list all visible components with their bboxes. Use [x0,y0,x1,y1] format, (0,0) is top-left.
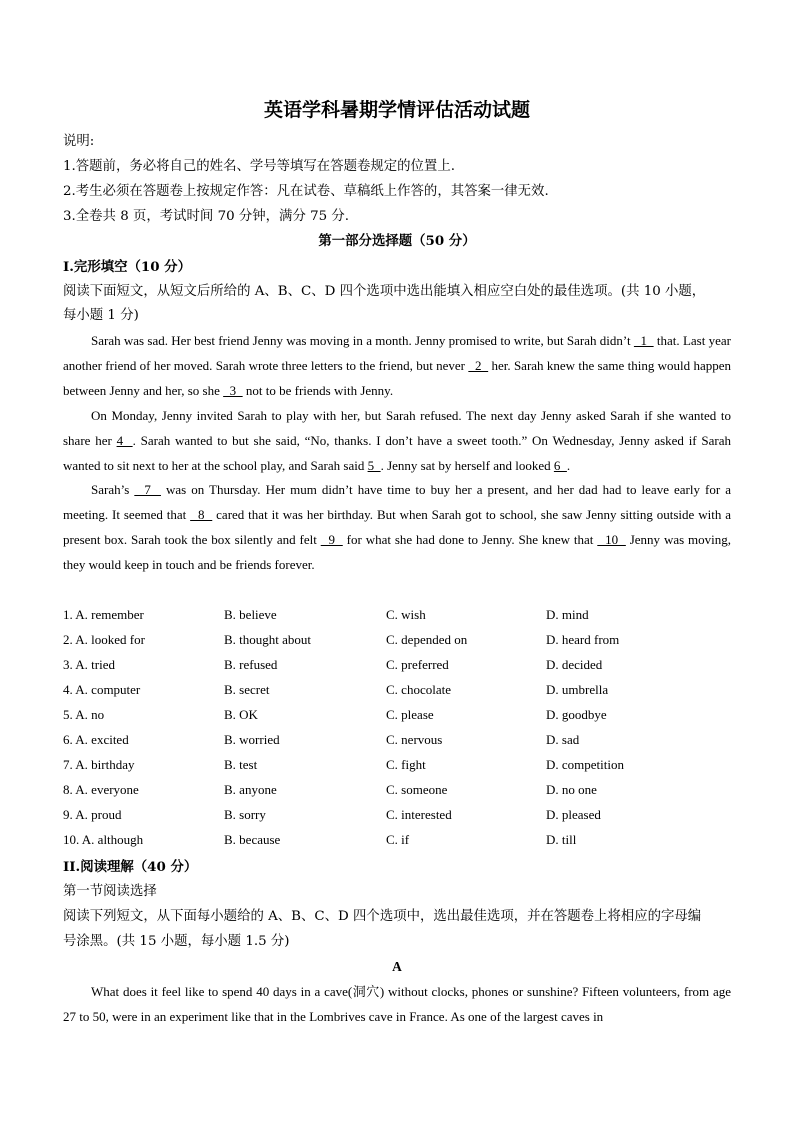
cloze-paragraph-3: Sarah’s 7 was on Thursday. Her mum didn’t have time to buy her a present, and her dad had to leave early for a meeting. It seemed that 8 cared that it was her birthday. But when Sarah got to school, she saw Jenny sitting outside with a present box. Sarah took the box silently and felt 9 for what she had done to Jenny. She knew that 10 Jenny was moving, they would keep in touch and be friends forever. [63,482,732,573]
passage-label: A [392,959,402,974]
passage-a [63,980,731,1030]
option-d: D. sad [546,732,580,747]
option-d: D. heard from [546,632,620,647]
option-c: C. wish [386,607,426,622]
section1-heading: I.完形填空（10 分） [63,259,191,275]
blank-5: 5 [367,457,381,473]
option-row-8 [63,779,743,804]
option-row-3 [63,654,743,679]
option-b: B. test [224,757,258,772]
option-b: B. thought about [224,632,312,647]
option-row-4 [63,679,743,704]
blank-1: 1 [633,333,654,348]
blank-3: 3 [223,382,243,398]
exam-title: 英语学科暑期学情评估活动试题 [263,99,530,121]
option-b: B. anyone [224,782,277,797]
note-2: 2.考生必须在答题卷上按规定作答：凡在试卷、草稿纸上作答的，其答案一律无效. [63,184,549,199]
section1-instructions-line2: 每小题 1 分) [63,308,139,323]
cloze-passage [63,329,731,578]
option-c: C. preferred [386,657,449,672]
option-d: D. decided [546,657,603,672]
cloze-options [63,604,743,854]
blank-4: 4 [116,432,133,448]
option-a: 6. A. excited [63,732,129,747]
blank-7: 7 [134,482,161,498]
option-a: 5. A. no [63,707,105,722]
blank-10: 10 [597,532,626,548]
option-row-6 [63,729,743,754]
option-c: C. fight [386,757,426,772]
option-c: C. nervous [386,732,443,747]
option-a: 10. A. although [63,832,144,847]
part1-heading: 第一部分选择题（50 分） [318,233,476,249]
blank-2: 2 [468,357,489,373]
cloze-paragraph-2: On Monday, Jenny invited Sarah to play with her, but Sarah refused. The next day Jenny asked Sarah if she wanted to share her 4 . Sarah wanted to but she said, “No, thanks. I don’t have a sweet tooth.” On Wednesday, Jenny asked if Sarah wanted to sit next to her at the school play, and Sarah said 5 . Jenny sat by herself and looked 6 . [63,407,732,473]
option-a: 3. A. tried [63,657,115,672]
notes-label: 说明: [63,134,95,149]
passage-a-text: What does it feel like to spend 40 days in a cave(洞穴) without clocks, phones or sunshine? Fifteen volunteers, from age 27 to 50, were in an experiment like that in the Lombrives cave in France. As one of the largest caves in [63,984,731,1024]
section2-instructions-line2: 号涂黑。(共 15 小题，每小题 1.5 分) [63,934,290,949]
option-b: B. because [224,832,281,847]
option-d: D. no one [546,782,597,797]
option-row-9 [63,804,743,829]
option-row-1 [63,604,743,629]
option-b: B. sorry [224,807,266,822]
blank-6: 6 [553,457,567,473]
blank-9: 9 [320,532,343,548]
option-b: B. OK [224,707,258,722]
option-a: 2. A. looked for [63,632,145,647]
option-a: 7. A. birthday [63,757,135,772]
option-row-7 [63,754,743,779]
option-row-10 [63,829,743,854]
option-c: C. please [386,707,434,722]
option-c: C. chocolate [386,682,451,697]
option-d: D. umbrella [546,682,609,697]
section2-heading: II.阅读理解（40 分） [63,859,198,875]
note-3: 3.全卷共 8 页，考试时间 70 分钟，满分 75 分. [63,209,350,224]
option-b: B. secret [224,682,270,697]
option-d: D. goodbye [546,707,607,722]
option-a: 8. A. everyone [63,782,139,797]
note-1: 1.答题前，务必将自己的姓名、学号等填写在答题卷规定的位置上. [63,159,455,174]
option-d: D. till [546,832,577,847]
option-a: 1. A. remember [63,607,144,622]
option-c: C. depended on [386,632,468,647]
section2-instructions-line1: 阅读下列短文，从下面每小题给的 A、B、C、D 四个选项中，选出最佳选项，并在答题卷上将相应的字母编 [63,909,702,924]
cloze-paragraph-1: Sarah was sad. Her best friend Jenny was moving in a month. Jenny promised to write, but Sarah didn’t 1 that. Last year another friend of her moved. Sarah wrote three letters to the friend, but never 2 her. Sarah knew the same thing would happen between Jenny and her, so she 3 not to be friends with Jenny. [63,333,732,398]
section2-subheading: 第一节阅读选择 [63,884,157,899]
option-row-2 [63,629,743,654]
option-b: B. believe [224,607,277,622]
option-a: 9. A. proud [63,807,122,822]
option-b: B. worried [224,732,280,747]
option-d: D. pleased [546,807,601,822]
option-a: 4. A. computer [63,682,141,697]
option-row-5 [63,704,743,729]
blank-8: 8 [190,507,213,523]
option-c: C. someone [386,782,448,797]
option-b: B. refused [224,657,278,672]
option-d: D. competition [546,757,624,772]
section1-instructions-line1: 阅读下面短文，从短文后所给的 A、B、C、D 四个选项中选出能填入相应空白处的最佳选项。(共 10 小题， [63,284,706,299]
option-d: D. mind [546,607,589,622]
option-c: C. interested [386,807,452,822]
option-c: C. if [386,832,410,847]
